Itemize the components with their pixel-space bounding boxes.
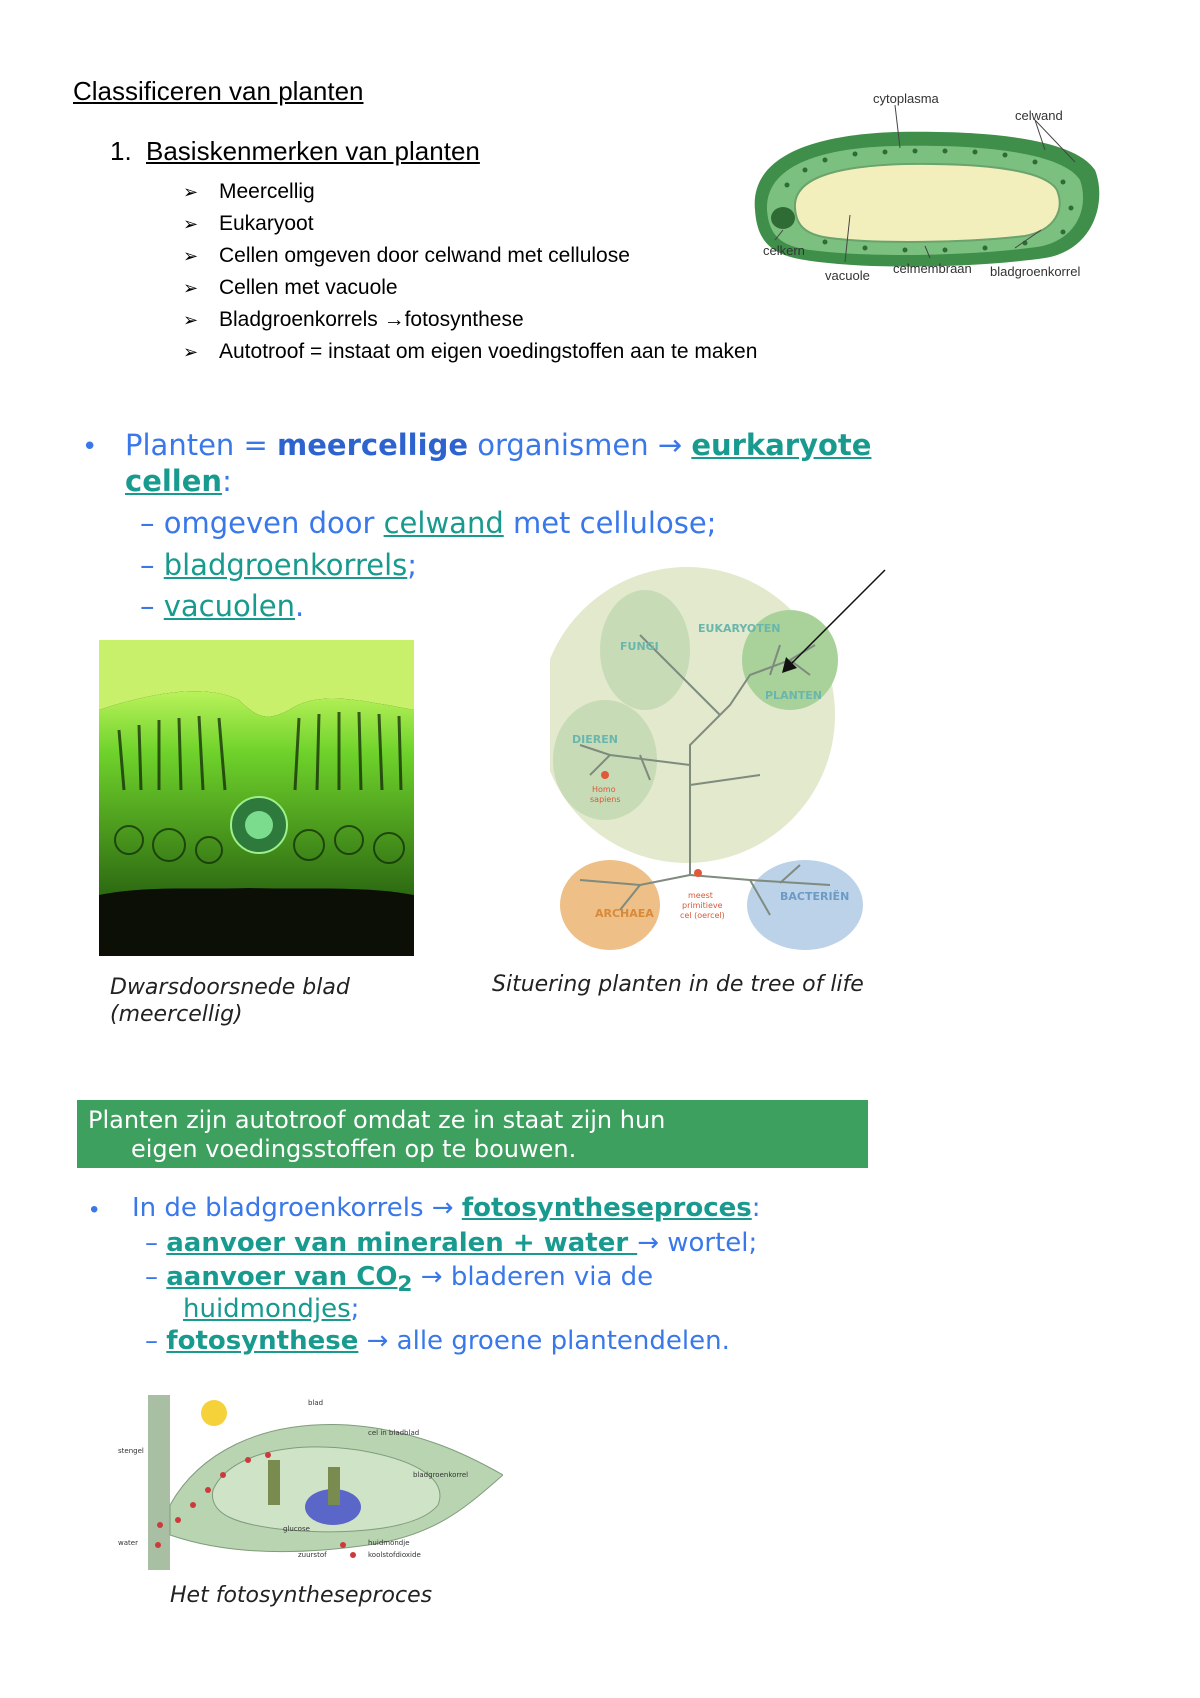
archaea-ellipse [560,860,660,950]
text-fotosyntheseproces: fotosyntheseproces [461,1193,752,1223]
label-bacterien: BACTERIËN [780,890,850,903]
text-segment: met cellulose; [503,506,717,540]
text-vacuolen: vacuolen [163,589,295,623]
text-segment: . [295,589,305,623]
caption-line: Dwarsdoorsnede blad [110,975,350,1000]
dash-bullet: – [140,589,155,623]
label-vacuole: vacuole [825,268,870,283]
slide1-line2 [125,464,232,498]
trait-text: Meercellig [219,180,315,203]
section-number: 1. [110,136,132,166]
list-item [183,336,757,368]
trait-text: Autotroof = instaat om eigen voedingstoffen aan te maken [219,340,758,363]
arrow-bullet-icon: ➢ [183,342,199,362]
trait-text: Bladgroenkorrels →fotosynthese [219,308,524,331]
text-segment: Planten = [125,428,278,462]
document-title: Classificeren van planten [73,76,364,106]
photosynthesis-image [118,1395,503,1570]
label-planten: PLANTEN [765,689,823,702]
traits-list [183,176,757,368]
text-eurkaryote: eurkaryote [691,428,872,462]
list-item [183,208,757,240]
leaf-caption [110,974,350,1028]
autotroph-definition-box [77,1100,868,1168]
label-fungi: FUNGI [620,640,659,653]
text-subscript: 2 [397,1272,413,1298]
text-segment: → alle groene plantendelen. [358,1326,730,1356]
label-cel: cel (oercel) [680,911,725,920]
text-segment: → bladeren via de [412,1262,654,1292]
arrow-bullet-icon: ➢ [183,246,199,266]
slide2-item-co2-cont [183,1294,359,1324]
label-bladgroenkorrel: bladgroenkorrel [413,1471,469,1479]
nucleus-shape [771,207,795,229]
text-bladgroenkorrels: bladgroenkorrels [163,548,408,582]
label-blad: blad [308,1399,324,1407]
text-fotosynthese: fotosynthese [166,1326,359,1356]
text-segment: omgeven door [163,506,384,540]
label-primitieve: primitieve [682,901,723,910]
label-water: water [118,1539,138,1547]
caption-line: (meercellig) [110,1002,243,1027]
label-huidmondje: huidmondje [368,1539,410,1547]
label-meest: meest [688,891,713,900]
label-bladgroenkorrel: bladgroenkorrel [990,264,1081,279]
slide1-bullet: • [82,432,98,462]
label-koolstofdioxide: koolstofdioxide [368,1551,421,1559]
slide2-intro [132,1193,760,1223]
section-title: Basiskenmerken van planten [146,136,480,166]
plant-cell-diagram [745,90,1115,305]
slide1-item-bladgroenkorrels [140,548,417,582]
arrow-bullet-icon: ➢ [183,278,199,298]
text-segment: : [222,464,232,498]
label-stengel: stengel [118,1447,144,1455]
trait-text: Eukaryoot [219,212,314,235]
tree-of-life-image [550,565,900,950]
dash-bullet: – [140,506,155,540]
sun-icon [201,1400,227,1426]
vacuole-shape [795,164,1060,242]
dash-bullet: – [145,1228,158,1258]
text-celwand: celwand [383,506,504,540]
list-item [183,272,757,304]
label-homo: Homo [592,785,616,794]
arrow-bullet-icon: ➢ [183,214,199,234]
leaf-cross-section-image [99,640,414,956]
slide2-item-co2 [145,1262,653,1297]
trait-text: Cellen met vacuole [219,276,398,299]
label-celinhoud: cel in bladblad [368,1429,420,1437]
text-segment: aanvoer van CO [166,1262,398,1292]
label-celkern: celkern [763,243,805,258]
worker-figure [268,1460,280,1505]
slide1-item-celwand [140,506,716,540]
label-glucose: glucose [283,1525,310,1533]
text-cellen: cellen [125,464,223,498]
slide1-item-vacuolen [140,589,304,623]
label-celmembraan: celmembraan [893,261,972,276]
label-dieren: DIEREN [572,733,618,746]
slide2-bullet: • [90,1196,99,1223]
label-zuurstof: zuurstof [298,1551,327,1559]
photosynthesis-caption: Het fotosyntheseproces [170,1583,433,1608]
text-segment: → wortel; [637,1228,758,1258]
text-segment: In de bladgroenkorrels → [132,1193,462,1223]
trait-text: Cellen omgeven door celwand met cellulose [219,244,630,267]
box-line: Planten zijn autotroof omdat ze in staat zijn hun [88,1106,666,1134]
text-meercellige: meercellige [277,428,468,462]
label-eukaryoten: EUKARYOTEN [698,622,781,635]
label-archaea: ARCHAEA [595,907,654,920]
text-aanvoer-co2 [166,1262,413,1298]
text-huidmondjes: huidmondjes [183,1294,351,1324]
label-cytoplasma: cytoplasma [873,91,939,106]
arrow-bullet-icon: ➢ [183,182,199,202]
slide1-line1 [125,428,871,462]
slide2-item-water [145,1228,757,1258]
text-segment: organismen → [468,428,692,462]
dash-bullet: – [145,1262,158,1292]
tree-caption: Situering planten in de tree of life [492,972,864,997]
section-heading [110,136,480,167]
list-item [183,240,757,272]
arrow-bullet-icon: ➢ [183,310,199,330]
box-line: eigen voedingsstoffen op te bouwen. [131,1135,577,1163]
list-item [183,304,757,336]
text-aanvoer-water: aanvoer van mineralen + water [166,1228,638,1258]
text-segment: : [751,1193,761,1223]
text-segment: ; [350,1294,360,1324]
slide2-item-fotosynthese [145,1326,730,1356]
worker-figure [328,1467,340,1505]
list-item [183,176,757,208]
text-segment: ; [407,548,418,582]
dash-bullet: – [140,548,155,582]
label-sapiens: sapiens [590,795,621,804]
dash-bullet: – [145,1326,158,1356]
label-celwand: celwand [1015,108,1063,123]
